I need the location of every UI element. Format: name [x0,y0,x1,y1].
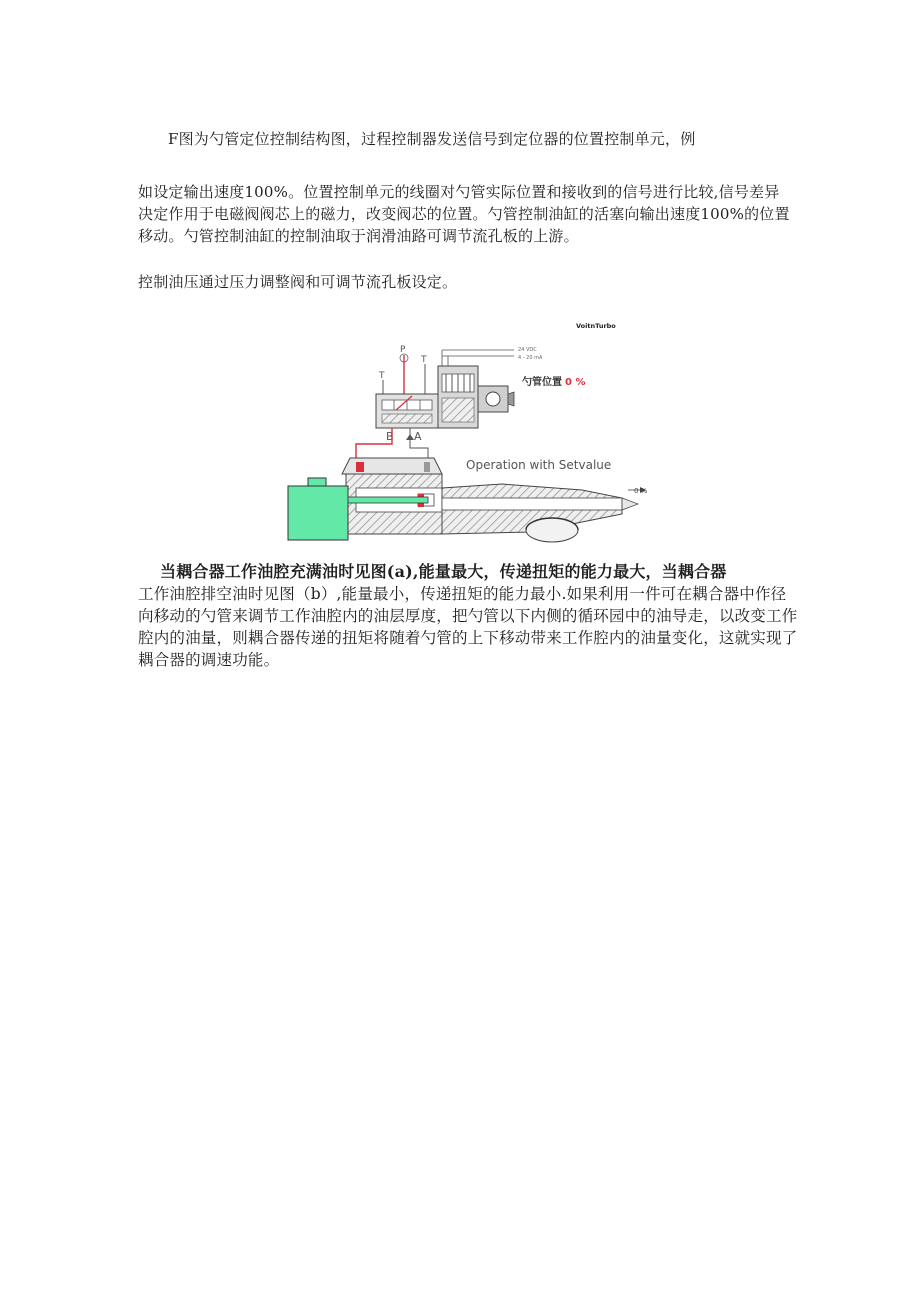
piston-rod [348,497,428,503]
mode-label: Operation with Setvalue [466,458,612,472]
scoop-tube-control-diagram [282,318,662,550]
actuator-cap [308,478,326,486]
actuator-body [288,486,348,540]
scoop-position-value: 0 % [565,377,586,388]
scoop-cylinder [342,458,446,534]
paragraph-2-line-3: 移动。勺管控制油缸的控制油取于润滑油路可调节流孔板的上游。 [138,227,579,245]
signal-cables [442,347,543,366]
paragraph-4-line-3: 向移动的勺管来调节工作油腔内的油层厚度，把勺管以下内侧的循环园中的油导走，以改变工作 [138,607,798,625]
paragraph-4-line-1: 当耦合器工作油腔充满油时见图(a),能量最大，传递扭矩的能力最大，当耦合器 [160,562,727,581]
supply-lines [383,354,425,394]
paragraph-4-line-2: 工作油腔排空油时见图（b）,能量最小，传递扭矩的能力最小.如果利用一件可在耦合器中作径 [138,585,787,603]
paragraph-4-line-4: 腔内的油量，则耦合器传递的扭矩将随着勺管的上下移动带来工作腔内的油量变化，这就实现了 [138,629,798,647]
paragraph-3: 控制油压通过压力调整阀和可调节流孔板设定。 [138,273,458,291]
output-value: 0 % [634,487,648,495]
port-b-label: B [386,430,394,443]
positioner-valve [376,366,514,428]
signal-voltage-label: 24 VDC [518,347,537,353]
paragraph-2-line-2: 决定作用于电磁阀阀芯上的磁力，改变阀芯的位置。勺管控制油缸的活塞向输出速度100%的位置 [138,205,790,223]
port-p-label: P [400,345,406,355]
scoop-tube-housing [442,484,638,542]
port-t-right-label: T [421,355,427,365]
intro-line: F图为勺管定位控制结构图，过程控制器发送信号到定位器的位置控制单元，例 [168,130,696,148]
output-indicator [628,487,648,495]
paragraph-4-line-5: 耦合器的调速功能。 [138,651,280,669]
port-t-left-label: T [379,371,385,381]
port-a-label: A [414,430,422,443]
brand-label: VoitnTurbo [576,322,616,330]
diagram-svg [282,318,662,550]
signal-current-label: 4 - 20 mA [518,355,543,361]
paragraph-2-line-1: 如设定输出速度100%。位置控制单元的线圈对勺管实际位置和接收到的信号进行比较,信号差异 [138,183,780,201]
scoop-position-label: 勺管位置 [522,377,562,388]
